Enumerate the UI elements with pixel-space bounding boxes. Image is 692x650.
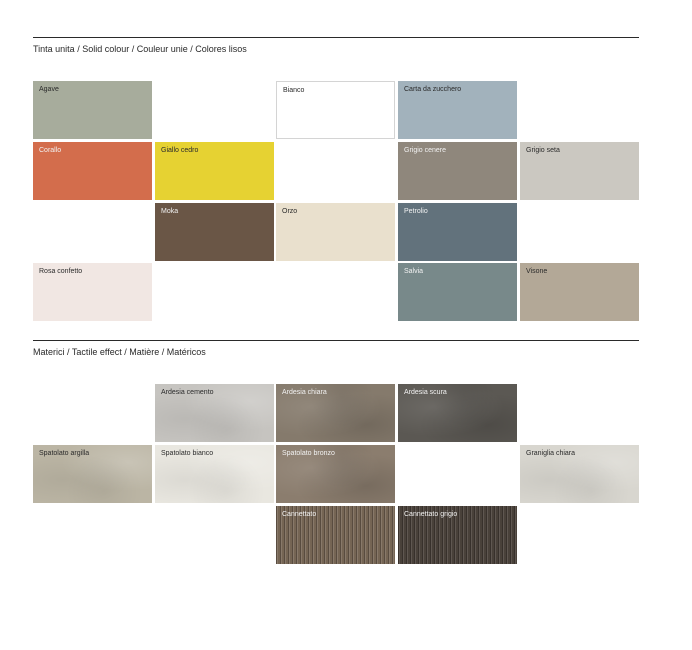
section-title-tactile: Materici / Tactile effect / Matière / Matéricos: [33, 347, 206, 357]
swatch-label: Corallo: [39, 147, 62, 154]
section-divider: [33, 340, 639, 341]
swatch-ardesia-cemento: [155, 384, 274, 442]
swatch-agave: [33, 81, 152, 139]
swatch-corallo: [33, 142, 152, 200]
swatch-giallo-cedro: [155, 142, 274, 200]
swatch-label: Grigio cenere: [404, 147, 447, 154]
swatch-carta-da-zucchero: [398, 81, 517, 139]
swatch-label: Orzo: [282, 208, 298, 215]
swatch-label: Graniglia chiara: [526, 450, 576, 457]
swatch-grigio-seta: [520, 142, 639, 200]
swatch-rosa-confetto: [33, 263, 152, 321]
section-title-solid: Tinta unita / Solid colour / Couleur unie / Colores lisos: [33, 44, 247, 54]
swatch-orzo: [276, 203, 395, 261]
swatch-label: Cannettato: [282, 511, 317, 518]
swatch-moka: [155, 203, 274, 261]
swatch-label: Giallo cedro: [161, 147, 199, 154]
swatch-label: Spatolato bronzo: [282, 450, 335, 457]
swatch-cannettato: [276, 506, 395, 564]
swatch-label: Carta da zucchero: [404, 86, 462, 93]
swatch-visone: [520, 263, 639, 321]
swatch-label: Salvia: [404, 268, 424, 275]
swatch-spatolato-bronzo: [276, 445, 395, 503]
swatch-label: Ardesia cemento: [161, 389, 214, 396]
swatch-label: Petrolio: [404, 208, 428, 215]
swatch-petrolio: [398, 203, 517, 261]
swatch-grigio-cenere: [398, 142, 517, 200]
swatch-spatolato-bianco: [155, 445, 274, 503]
swatch-label: Spatolato bianco: [161, 450, 214, 457]
swatch-label: Rosa confetto: [39, 268, 83, 275]
swatch-ardesia-scura: [398, 384, 517, 442]
swatch-label: Bianco: [283, 87, 305, 94]
swatch-graniglia-chiara: [520, 445, 639, 503]
swatch-cannettato-grigio: [398, 506, 517, 564]
swatch-bianco: [276, 81, 395, 139]
swatch-label: Agave: [39, 86, 59, 93]
swatch-spatolato-argilla: [33, 445, 152, 503]
swatch-label: Visone: [526, 268, 548, 275]
swatch-label: Ardesia scura: [404, 389, 447, 396]
swatch-label: Grigio seta: [526, 147, 560, 154]
swatch-label: Spatolato argilla: [39, 450, 90, 457]
swatch-ardesia-chiara: [276, 384, 395, 442]
section-divider: [33, 37, 639, 38]
swatch-label: Cannettato grigio: [404, 511, 458, 518]
swatch-salvia: [398, 263, 517, 321]
swatch-label: Ardesia chiara: [282, 389, 327, 396]
swatch-label: Moka: [161, 208, 179, 215]
